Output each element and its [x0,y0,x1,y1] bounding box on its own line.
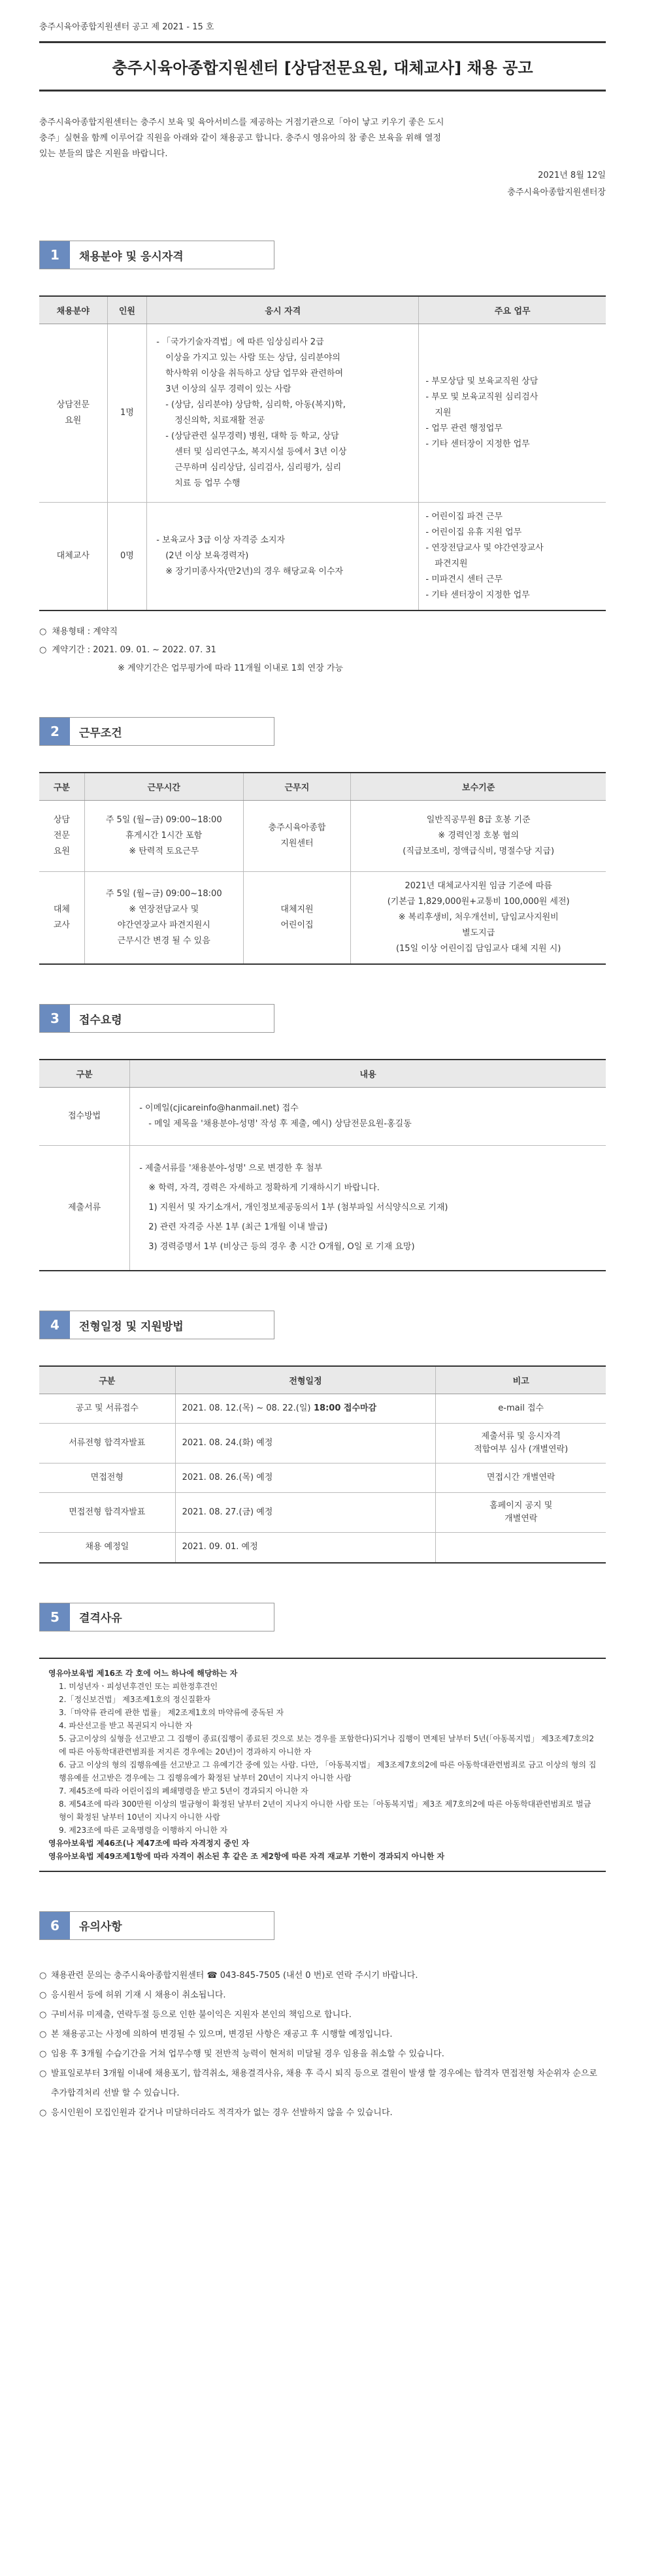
hours-line: ※ 연장전담교사 및 [129,905,199,914]
note-cell: 제출서류 및 응시자격 적합여부 심사 (개별연락) [436,1424,606,1464]
precaution-item: ○ 채용관련 문의는 충주시육아종합지원센터 ☎ 043-845-7505 (내선 0 번)로 연락 주시기 바랍니다. [39,1966,606,1986]
section-title: 결격사유 [79,1612,122,1625]
hours-cell [84,801,243,872]
schedule-table [39,1365,606,1564]
hours-line: 근무시간 변경 될 수 있음 [117,936,210,946]
pay-line: (직급보조비, 정액급식비, 명절수당 지급) [403,846,555,856]
workplace-cell: 충주시육아종합 지원센터 [243,801,351,872]
work-conditions-table [39,772,606,965]
duty-line: 파견지원 [435,559,468,569]
intro-text [39,115,606,162]
section-number: 5 [40,1603,70,1631]
disq-item: 6. 금고 이상의 형의 집행유예를 선고받고 그 유예기간 중에 있는 사람. 다만, 「아동복지법」 제3조제7호의2에 따른 아동학대관련범죄로 금고 이상의 형의 집행유예를 선고받은 경우에는 그 집행유예가 확정된 날부터 20년이 지나지 아니한 사람 [59,1760,597,1782]
content-cell [130,1146,606,1271]
schedule-cell: 2021. 09. 01. 예정 [175,1533,436,1563]
content-line: - 이메일(cjicareinfo@hanmail.net) 접수 [139,1103,299,1113]
section-title: 근무조건 [79,726,122,740]
duty-line: - 기타 센터장이 지정한 업무 [425,439,530,449]
duty-line: - 기타 센터장이 지정한 업무 [425,590,530,600]
disq-tail: 영유아보육법 제46조(나 제47조에 따라 자격정지 중인 자 [48,1838,250,1848]
disq-heading: 영유아보육법 제16조 각 호에 어느 하나에 해당하는 자 [48,1668,238,1678]
section-header-2 [39,717,274,746]
section-title: 유의사항 [79,1920,122,1933]
disq-item: 5. 금고이상의 실형을 선고받고 그 집행이 종료(집행이 종료된 것으로 보는 경우를 포함한다)되거나 집행이 면제된 날부터 5년(「아동복지법」 제3조제7호의2에 따른 아동학대관련범죄를 저지른 경우에는 20년)이 경과하지 아니한 자 [59,1733,594,1756]
section-title: 전형일정 및 지원방법 [79,1320,184,1333]
intro-line: 충주」실현을 함께 이루어갈 직원을 아래와 같이 채용공고 합니다. 충주시 영유아의 참 좋은 보육을 위해 열정 [39,133,441,143]
content-line: - 제출서류를 '채용분야-성명' 으로 변경한 후 첨부 [139,1163,323,1173]
precaution-item: ○ 응시인원이 모집인원과 같거나 미달하더라도 적격자가 없는 경우 선발하지 않을 수 있습니다. [39,2103,606,2123]
pay-line: 일반직공무원 8급 호봉 기준 [426,815,531,825]
section-header-3 [39,1004,274,1033]
category-cell: 접수방법 [39,1088,130,1146]
disqualification-box [39,1658,606,1872]
pay-cell [351,872,606,965]
duty-line: - 연장전담교사 및 야간연장교사 [425,543,544,553]
column-header: 근무시간 [84,773,243,801]
section-number: 2 [40,718,70,745]
stage-cell: 면접전형 합격자발표 [39,1493,175,1533]
field-cell: 대체교사 [39,503,107,611]
hours-line: 휴게시간 1시간 포함 [125,831,203,841]
precaution-item: ○ 발표일로부터 3개월 이내에 채용포기, 합격취소, 채용결격사유, 채용 후 즉시 퇴직 등으로 결원이 발생 할 경우에는 합격자 면접전형 차순위자 순으로 추가합격처리 선발 할 수 있습니다. [39,2064,606,2103]
field-cell: 상담전문 요원 [39,324,107,503]
schedule-cell: 2021. 08. 26.(목) 예정 [175,1464,436,1493]
notice-number: 충주시육아종합지원센터 공고 제 2021 - 15 호 [39,22,214,32]
category-cell: 상담 전문 요원 [39,801,84,872]
intro-line: 있는 분들의 많은 지원을 바랍니다. [39,149,168,159]
content-line: ※ 학력, 자격, 경력은 자세하고 정확하게 기재하시기 바랍니다. [148,1183,380,1193]
column-header: 내용 [130,1060,606,1088]
duty-line: 지원 [435,408,452,418]
precautions-list [39,1966,606,2123]
hours-line: ※ 탄력적 토요근무 [129,846,199,856]
table-row [39,1464,606,1493]
schedule-cell: 2021. 08. 27.(금) 예정 [175,1493,436,1533]
table-row [39,1394,606,1424]
column-header: 근무지 [243,773,351,801]
qual-line: - (상담, 심리분야) 상담학, 심리학, 아동(복지)학, [165,400,346,410]
disq-item: 8. 제54조에 따라 300만원 이상의 벌금형이 확정된 날부터 2년이 지나지 아니한 사람 또는「아동복지법」제3조 제7호의2에 따른 아동학대관련범죄로 벌금형이 확정된 날부터 10년이 지나지 아니한 사람 [59,1799,591,1822]
stage-cell: 면접전형 [39,1464,175,1493]
category-cell: 대체 교사 [39,872,84,965]
column-header: 전형일정 [175,1366,436,1394]
qual-line: 센터 및 심리연구소, 복지시설 등에서 3년 이상 [174,447,347,457]
note-cell: 면접시간 개별연락 [436,1464,606,1493]
qual-line: 정신의학, 치료재활 전공 [174,416,265,426]
column-header: 구분 [39,773,84,801]
qualification-cell [147,503,419,611]
section-header-4 [39,1311,274,1339]
column-header: 비고 [436,1366,606,1394]
qual-line: - 「국가기술자격법」에 따른 임상심리사 2급 [156,337,324,347]
contract-note: ※ 계약기간은 업무평가에 따라 11개월 이내로 1회 연장 가능 [118,663,344,673]
column-header: 주요 업무 [419,296,606,324]
deadline-text: 18:00 접수마감 [310,1403,377,1413]
qual-line: - (상담관련 실무경력) 병원, 대학 등 학교, 상담 [165,431,339,441]
table-row [39,801,606,872]
content-line: 2) 관련 자격증 사본 1부 (최근 1개월 이내 발급) [148,1222,328,1232]
table-row [39,872,606,965]
disq-item: 4. 파산선고를 받고 복권되지 아니한 자 [59,1720,193,1730]
contract-period: ○ 계약기간 : 2021. 09. 01. ~ 2022. 07. 31 [39,641,606,660]
duty-line: - 부모 및 보육교직원 심리검사 [425,392,538,402]
stage-cell: 채용 예정일 [39,1533,175,1563]
section-number: 3 [40,1005,70,1032]
date-signature [39,167,606,201]
duties-cell [419,324,606,503]
duty-line: - 업무 관련 행정업무 [425,424,503,433]
qualification-cell [147,324,419,503]
pay-line: 2021년 대체교사지원 임금 기준에 따름 [405,881,552,891]
disq-item: 2.「정신보건법」 제3조제1호의 정신질환자 [59,1694,211,1704]
qual-line: ※ 장기미종사자(만2년)의 경우 해당교육 이수자 [165,567,344,577]
disq-tail: 영유아보육법 제49조제1항에 따라 자격이 취소된 후 같은 조 제2항에 따른 자격 재교부 기한이 경과되지 아니한 자 [48,1851,445,1861]
schedule-text: 2021. 08. 12.(목) ~ 08. 22.(일) [182,1403,311,1413]
table-row [39,503,606,611]
schedule-cell: 2021. 08. 24.(화) 예정 [175,1424,436,1464]
recruitment-table [39,295,606,611]
pay-line: ※ 경력인정 호봉 협의 [438,831,520,841]
content-line: 3) 경력증명서 1부 (비상근 등의 경우 총 시간 O개월, O일 로 기재 요망) [148,1242,415,1252]
table-row [39,324,606,503]
section-title: 채용분야 및 응시자격 [79,250,184,263]
column-header: 응시 자격 [147,296,419,324]
column-header: 보수기준 [351,773,606,801]
qual-line: 이상을 가지고 있는 사람 또는 상담, 심리분야의 [165,353,340,363]
disq-item: 9. 제23조에 따른 교육명령을 이행하지 아니한 자 [59,1825,228,1835]
count-cell: 1명 [107,324,147,503]
table-row [39,1088,606,1146]
pay-line: 별도지급 [462,928,495,938]
pay-line: ※ 복리후생비, 처우개선비, 담임교사지원비 [398,912,559,922]
workplace-cell: 대체지원 어린이집 [243,872,351,965]
schedule-cell [175,1394,436,1424]
count-cell: 0명 [107,503,147,611]
disq-item: 1. 미성년자ㆍ피성년후견인 또는 피한정후견인 [59,1681,218,1691]
stage-cell: 서류전형 합격자발표 [39,1424,175,1464]
qual-line: (2년 이상 보육경력자) [165,551,249,561]
pay-cell [351,801,606,872]
category-cell: 제출서류 [39,1146,130,1271]
column-header: 구분 [39,1366,175,1394]
disq-item: 7. 제45조에 따라 어린이집의 폐쇄명령을 받고 5년이 경과되지 아니한 자 [59,1786,308,1796]
page-title: 충주시육아종합지원센터 [상담전문요원, 대체교사] 채용 공고 [39,41,606,92]
section-title: 접수요령 [79,1013,122,1027]
note-cell [436,1533,606,1563]
hours-line: 주 5일 (월~금) 09:00~18:00 [105,889,222,899]
hours-line: 주 5일 (월~금) 09:00~18:00 [105,815,222,825]
section-number: 4 [40,1311,70,1339]
stage-cell: 공고 및 서류접수 [39,1394,175,1424]
pay-line: (15일 이상 어린이집 담임교사 대체 지원 시) [395,944,561,954]
section-number: 1 [40,241,70,269]
qual-line: 3년 이상의 실무 경력이 있는 사람 [165,384,291,394]
qual-line: - 보육교사 3급 이상 자격증 소지자 [156,535,286,545]
duty-line: - 부모상담 및 보육교직원 상담 [425,376,538,386]
hours-cell [84,872,243,965]
pay-line: (기본급 1,829,000원+교통비 100,000원 세전) [387,897,570,907]
employment-notes [39,623,606,678]
duty-line: - 미파견시 센터 근무 [425,575,503,584]
table-row [39,1533,606,1563]
column-header: 인원 [107,296,147,324]
duties-cell [419,503,606,611]
content-cell [130,1088,606,1146]
hours-line: 야간연장교사 파견지원시 [117,920,210,930]
section-number: 6 [40,1912,70,1939]
duty-line: - 어린이집 파견 근무 [425,512,503,522]
section-header-5 [39,1603,274,1631]
precaution-item: ○ 본 채용공고는 사정에 의하여 변경될 수 있으며, 변경된 사항은 재공고 후 시행할 예정입니다. [39,2025,606,2045]
duty-line: - 어린이집 유휴 지원 업무 [425,527,522,537]
organization-head: 충주시육아종합지원센터장 [507,188,606,197]
precaution-item: ○ 응시원서 등에 허위 기재 시 채용이 취소됩니다. [39,1986,606,2005]
application-table [39,1059,606,1271]
employment-type: ○ 채용형태 : 계약직 [39,623,606,641]
qual-line: 근무하며 심리상담, 심리검사, 심리평가, 심리 [174,463,342,473]
column-header: 구분 [39,1060,130,1088]
precaution-item: ○ 임용 후 3개월 수습기간을 거쳐 업무수행 및 전반적 능력이 현저히 미달될 경우 임용을 취소할 수 있습니다. [39,2045,606,2064]
disq-item: 3.「마약류 관리에 관한 법률」 제2조제1호의 마약류에 중독된 자 [59,1707,284,1717]
section-header-6 [39,1911,274,1940]
qual-line: 치료 등 업무 수행 [174,478,240,488]
column-header: 채용분야 [39,296,107,324]
table-row [39,1493,606,1533]
intro-line: 충주시육아종합지원센터는 충주시 보육 및 육아서비스를 제공하는 거점기관으로「아이 낳고 키우기 좋은 도시 [39,118,444,127]
table-row [39,1424,606,1464]
notice-date: 2021년 8월 12일 [538,171,606,180]
precaution-item: ○ 구비서류 미제출, 연락두절 등으로 인한 불이익은 지원자 본인의 책임으로 합니다. [39,2005,606,2025]
content-line: - 메일 제목을 '채용분야-성명' 작성 후 제출, 예시) 상담전문요원-홍길동 [148,1119,412,1129]
note-cell: 홈페이지 공지 및 개별연락 [436,1493,606,1533]
qual-line: 학사학위 이상을 취득하고 상담 업무와 관련하여 [165,369,344,378]
note-cell: e-mail 접수 [436,1394,606,1424]
content-line: 1) 지원서 및 자기소개서, 개인정보제공동의서 1부 (첨부파일 서식양식으로 기재) [148,1203,448,1213]
section-header-1 [39,241,274,269]
table-row [39,1146,606,1271]
